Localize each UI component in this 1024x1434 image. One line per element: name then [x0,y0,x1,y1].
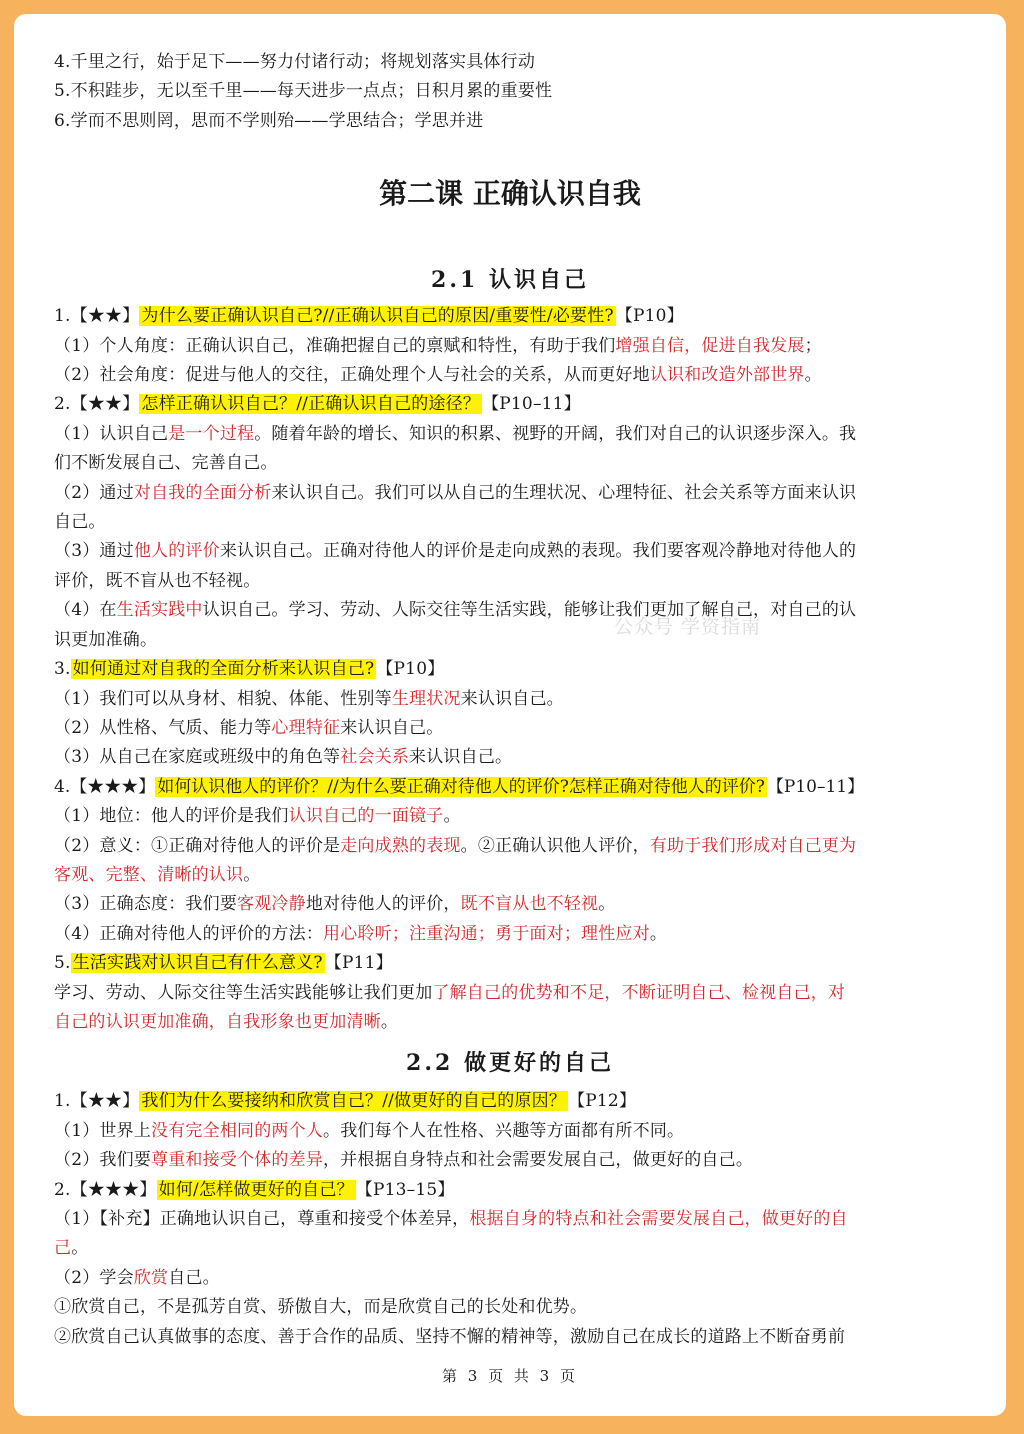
answer-line: （1）地位：他人的评价是我们认识自己的一面镜子。 [54,806,461,827]
answer-line: 们不断发展自己、完善自己。 [54,453,278,474]
answer-line: （3）从自己在家庭或班级中的角色等社会关系来认识自己。 [54,747,513,768]
question-heading [54,773,966,802]
answer-line: （1）世界上没有完全相同的两个人。我们每个人在性格、兴趣等方面都有所不同。 [54,1120,685,1141]
answer-line: （2）学会欣赏自己。 [54,1267,220,1288]
answer-line: （1）我们可以从身材、相貌、体能、性别等生理状况来认识自己。 [54,688,564,709]
answer-line: ①欣赏自己，不是孤芳自赏、骄傲自大，而是欣赏自己的长处和优势。 [54,1297,588,1318]
answer-line: （3）正确态度：我们要客观冷静地对待他人的评价，既不盲从也不轻视。 [54,894,616,915]
question-text: 我们为什么要接纳和欣赏自己？//做更好的自己的原因？ [141,1091,567,1112]
question-text: 如何/怎样做更好的自己？ [158,1179,354,1200]
proverb-line: 5.不积跬步，无以至千里——每天进步一点点；日积月累的重要性 [54,81,553,102]
answer-line: 学习、劳动、人际交往等生活实践能够让我们更加了解自己的优势和不足，不断证明自己、检视自己，对 [54,982,846,1003]
answer-line: 己。 [54,1238,89,1259]
page-reference: 【P13–15】 [355,1179,455,1200]
document-page [14,14,1006,1416]
answer-line: （4）在生活实践中认识自己。学习、劳动、人际交往等生活实践，能够让我们更加了解自己，对自己的认 [54,600,857,621]
question-number: 1.【★★】 [54,306,140,327]
answer-line: 客观、完整、清晰的认识。 [54,864,261,885]
question-text: 为什么要正确认识自己?//正确认识自己的原因/重要性/必要性? [141,306,614,327]
page-reference: 【P12】 [568,1091,637,1112]
question-number: 2.【★★】 [54,394,140,415]
question-number: 5. [54,953,71,974]
answer-line: （3）通过他人的评价来认识自己。正确对待他人的评价是走向成熟的表现。我们要客观冷静地对待他人的 [54,541,857,562]
question-heading [54,390,966,419]
lesson-title: 第二课 正确认识自我 [379,177,641,211]
question-number: 3. [54,659,71,680]
page-reference: 【P11】 [324,953,393,974]
question-number: 1.【★★】 [54,1091,140,1112]
answer-line: （2）通过对自我的全面分析来认识自己。我们可以从自己的生理状况、心理特征、社会关系等方面来认识 [54,482,857,503]
answer-line: （2）意义：①正确对待他人的评价是走向成熟的表现。②正确认识他人评价，有助于我们形成对自己更为 [54,835,857,856]
page-reference: 【P10】 [615,306,684,327]
page-reference: 【P10】 [376,659,445,680]
answer-line: （1）个人角度：正确认识自己，准确把握自己的禀赋和特性，有助于我们增强自信，促进自我发展； [54,335,822,356]
question-text: 生活实践对认识自己有什么意义? [72,953,323,974]
question-heading [54,1087,966,1116]
proverb-line: 4.千里之行，始于足下——努力付诸行动；将规划落实具体行动 [54,52,536,72]
question-number: 2.【★★★】 [54,1179,157,1200]
question-number: 4.【★★★】 [54,776,156,797]
question-text: 如何认识他人的评价？//为什么要正确对待他人的评价?怎样正确对待他人的评价? [157,776,765,797]
page-reference: 【P10–11】 [766,776,865,797]
question-heading [54,949,966,978]
answer-line: （1）认识自己是一个过程。随着年龄的增长、知识的积累、视野的开阔，我们对自己的认识逐步深入。我 [54,423,857,444]
question-heading [54,302,966,331]
section-title: 2.1 认识自己 [431,267,589,294]
question-heading [54,655,966,684]
question-heading [54,1176,966,1205]
proverb-line: 6.学而不思则罔，思而不学则殆——学思结合；学思并进 [54,110,484,131]
page-footer: 第 3 页 共 3 页 [442,1367,578,1385]
answer-line: （4）正确对待他人的评价的方法：用心聆听；注重沟通；勇于面对；理性应对。 [54,923,668,944]
watermark-text: 公众号 学资指南 [614,616,762,638]
answer-line: 评价，既不盲从也不轻视。 [54,570,261,591]
answer-line: （1）【补充】正确地认识自己，尊重和接受个体差异，根据自身的特点和社会需要发展自己，做更好的自 [54,1209,848,1229]
question-text: 如何通过对自我的全面分析来认识自己? [72,659,375,680]
answer-line: （2）我们要尊重和接受个体的差异，并根据自身特点和社会需要发展自己，做更好的自己。 [54,1150,754,1171]
section-title: 2.2 做更好的自己 [406,1050,614,1077]
answer-line: （2）社会角度：促进与他人的交往，正确处理个人与社会的关系，从而更好地认识和改造外部世界。 [54,365,822,386]
answer-line: 自己。 [54,512,106,533]
page-reference: 【P10–11】 [482,394,581,415]
answer-line: ②欣赏自己认真做事的态度、善于合作的品质、坚持不懈的精神等，激励自己在成长的道路上不断奋勇前 [54,1326,846,1347]
answer-line: 识更加准确。 [54,629,158,650]
answer-line: （2）从性格、气质、能力等心理特征来认识自己。 [54,717,444,738]
answer-line: 自己的认识更加准确，自我形象也更加清晰。 [54,1011,399,1032]
top-proverb-list [54,14,966,136]
question-text: 怎样正确认识自己？//正确认识自己的途径？ [141,394,481,415]
